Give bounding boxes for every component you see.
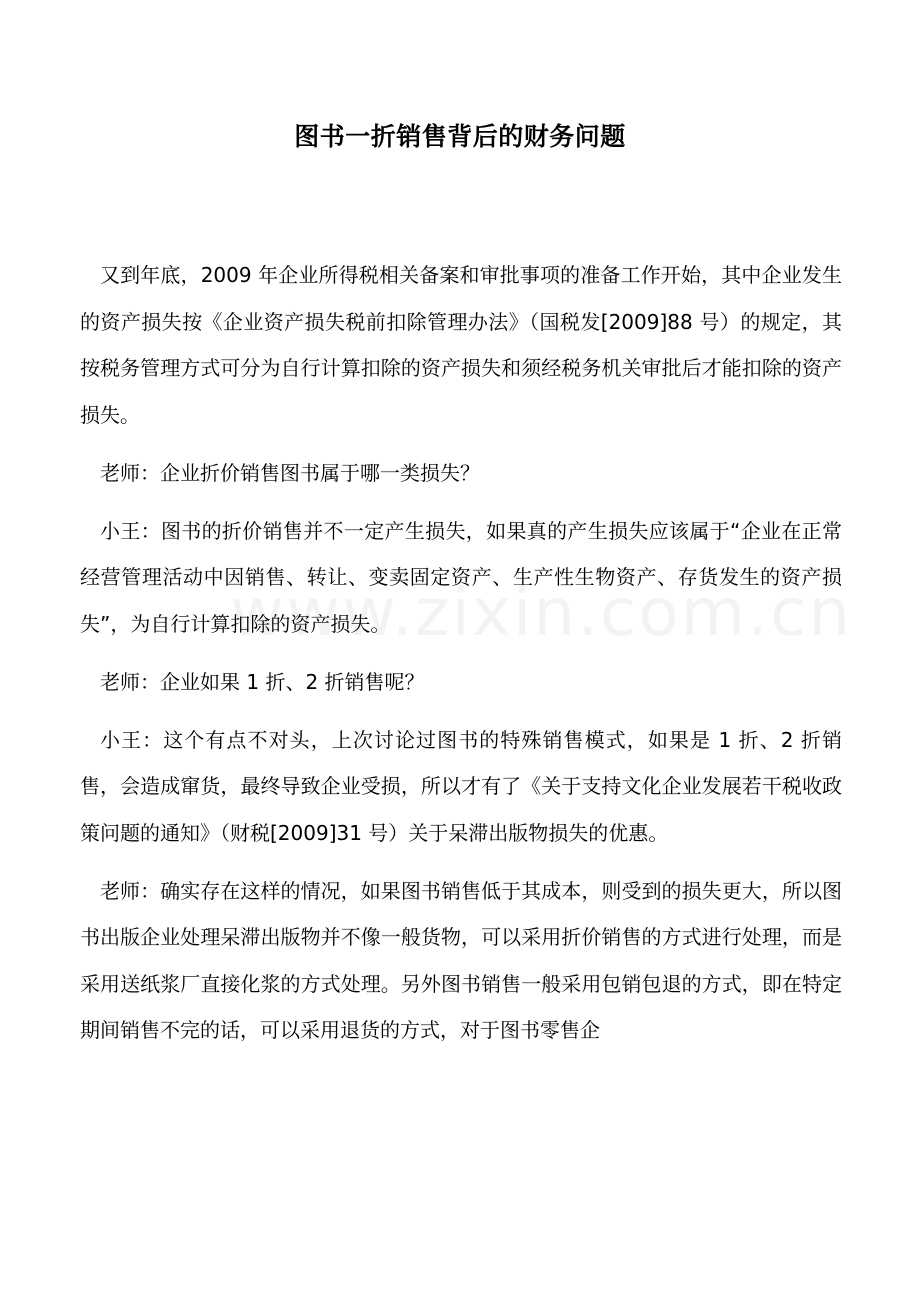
paragraph-xiaowang-answer-2: 小王：这个有点不对头，上次讨论过图书的特殊销售模式，如果是 1 折、2 折销售，会造成窜货，最终导致企业受损，所以才有了《关于支持文化企业发展若干税收政策问题的通知》（财税[2009]31 号）关于呆滞出版物损失的优惠。	[80, 727, 842, 845]
paragraph-teacher-question-1: 老师：企业折价销售图书属于哪一类损失？	[100, 460, 480, 485]
document-body	[80, 252, 842, 1065]
paragraph-teacher-answer: 老师：确实存在这样的情况，如果图书销售低于其成本，则受到的损失更大，所以图书出版企业处理呆滞出版物并不像一般货物，可以采用折价销售的方式进行处理，而是采用送纸浆厂直接化浆的方式处理。另外图书销售一般采用包销包退的方式，即在特定期间销售不完的话，可以采用退货的方式，对于图书零售企	[80, 878, 842, 1042]
document-title: 图书一折销售背后的财务问题	[294, 122, 626, 151]
paragraph-teacher-question-2: 老师：企业如果 1 折、2 折销售呢？	[100, 669, 425, 694]
paragraph-intro: 又到年底，2009 年企业所得税相关备案和审批事项的准备工作开始，其中企业发生的资产损失按《企业资产损失税前扣除管理办法》（国税发[2009]88 号）的规定，其按税务管理方式可分为自行计算扣除的资产损失和须经税务机关审批后才能扣除的资产损失。	[80, 263, 842, 427]
paragraph-xiaowang-answer-1: 小王：图书的折价销售并不一定产生损失，如果真的产生损失应该属于“企业在正常经营管理活动中因销售、转让、变卖固定资产、生产性生物资产、存货发生的资产损失”，为自行计算扣除的资产损失。	[80, 518, 842, 636]
